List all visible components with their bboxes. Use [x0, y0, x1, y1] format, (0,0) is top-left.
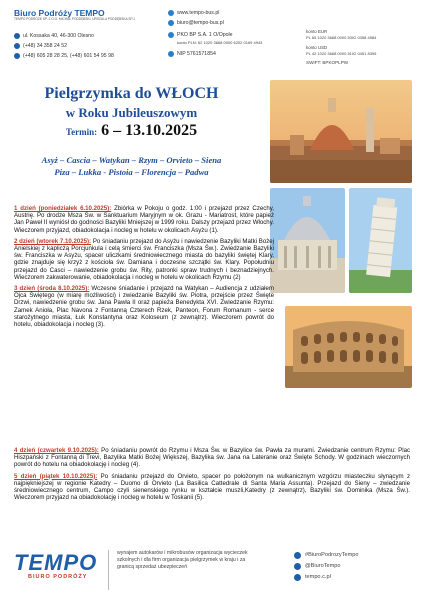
itinerary: [14, 205, 274, 332]
company-name: Biuro Podróży TEMPO: [14, 8, 105, 18]
pisa-tower-photo: [349, 188, 412, 293]
website-text[interactable]: www.tempo-bus.pl: [177, 10, 220, 16]
day-5-heading: 5 dzień (piątek 10.10.2025):: [14, 472, 98, 480]
website-link[interactable]: [294, 572, 358, 583]
nip-line: [168, 51, 216, 57]
day-2: [14, 238, 274, 281]
day-1-heading: 1 dzień (poniedziałek 6.10.2025):: [14, 205, 112, 212]
colosseum-photo: [285, 306, 412, 388]
globe-icon: [294, 574, 301, 581]
day-3-heading: 3 dzień (środa 8.10.2025):: [14, 285, 90, 293]
services-description: wynajem autokarów i mikrobusów organizacja wycieczek szkolnych i dla firm organizacja pielgrzymek w kraju i za granicą sprzedaż ubezpieczeń: [117, 550, 248, 570]
mobile-line: [14, 53, 114, 59]
route: [14, 154, 249, 178]
phone2-text: (+48) 605 28 28 25, (+48) 601 54 95 98: [23, 53, 114, 59]
route-line-2: Piza – Lukka - Pistoia – Florencja – Padwa: [54, 167, 209, 177]
address-line: [14, 33, 94, 39]
page-title: Pielgrzymka do WŁOCH: [44, 85, 219, 102]
eur-label: konto EUR: [306, 29, 328, 34]
florence-photo: [270, 80, 412, 183]
day-1: [14, 205, 274, 234]
instagram-link[interactable]: [294, 561, 358, 572]
envelope-icon: [168, 20, 174, 26]
day-4-text: Po śniadaniu powrót do Rzymu i Msza Św. w Bazylice św. Pawła za murami. Zwiedzanie centrum Rzymu: Plac Hiszpański z Fontanną di Trevi, Bazylika Matki Bożej Większej, Bazylika św. Jana na Lateranie oraz Święte Schody. W godzinach wieczornych powrót do hotelu na obiadokolację i nocleg (4).: [14, 447, 411, 469]
address-text: ul. Kossaka 40, 46-300 Olesno: [23, 33, 94, 39]
usd-account: PL 42 1020 3668 0000 5102 0451 8395: [306, 51, 377, 56]
day-2-heading: 2 dzień (wtorek 7.10.2025):: [14, 237, 92, 245]
letterhead: [0, 0, 424, 75]
term-label: Termin:: [65, 127, 98, 137]
day-4-heading: 4 dzień (czwartek 9.10.2025):: [14, 447, 99, 454]
site-text[interactable]: tempo.c.pl: [305, 574, 331, 580]
instagram-icon: [294, 563, 301, 570]
day-2-text: Po śniadaniu przejazd do Asyżu i nawiedzenie Bazyliki Matki Bożej Anielskiej z kaplicżą Porcjunkula i celą śmierci św. Franciszka (Msza Św.). Zwiedzanie Bazyliki św. Franciszka w Asyżu, spacer uliczkami średniowiecznego miasta do bazyliki świętej Klary, gdzie znajduje się krzyż z kościoła św. Damiana i doczesne szczątki św. Klary. Popołudniu przejazd do Casci – nawiedzenie grobu św. Rity, patronki spraw trudnych i beznadziejnych. Wieczorem zakwaterowanie, obiadokolacja i nocleg w hotelu w okolicach Rzymu (2): [14, 237, 274, 281]
facebook-link[interactable]: [294, 550, 358, 561]
bank-text: PKO BP S.A. 1 O/Opole: [177, 32, 233, 38]
itinerary-continued: [14, 447, 410, 505]
page-subtitle: w Roku Jubileuszowym: [65, 105, 198, 120]
route-line-1: Asyż – Cascia – Watykan – Rzym – Orvieto – Siena: [41, 155, 222, 165]
day-3-text: Wczesne śniadanie i przejazd na Watykan – Audiencja z udziałem Ojca Świętego (w miarę możliwości) i zwiedzanie Bazyliki św. Piotra, przejście przez Święte Drzwi, nawiedzenie grobu św. Jana Pawła II oraz papieża Benedykta XVI. Zwiedzanie Rzymu: Zamek Anioła, Plac Navona z Fontanną Czterech Rzek, Panteon, Forum Romanum - serce starożytnego miasta, Łuk Konstantyna oraz Koloseum (z zewnątrz). Wieczorem powrót do hotelu, obiadokolacja i nocleg (3).: [14, 285, 274, 329]
phone-line: [14, 43, 67, 49]
swift-code: SWIFT: BPKOPLPW: [306, 60, 349, 65]
term-line: [14, 122, 249, 140]
vatican-basilica-photo: [270, 188, 345, 293]
email-text[interactable]: biuro@tempo-bus.pl: [177, 20, 224, 26]
logo-subtitle: BIURO PODRÓŻY: [28, 574, 88, 580]
tempo-logo: [14, 552, 97, 580]
phone1-text: (+48) 34 358 24 52: [23, 43, 67, 49]
day-5: [14, 473, 410, 502]
social-links: [294, 550, 358, 583]
day-3: [14, 285, 274, 328]
footer-divider: [108, 550, 109, 590]
facebook-text[interactable]: #BiuroPodrozyTempo: [305, 552, 359, 558]
facebook-icon: [294, 552, 301, 559]
email-line[interactable]: [168, 20, 224, 26]
nip-text: NIP 5761571854: [177, 51, 216, 57]
document-icon: [168, 51, 174, 57]
bank-line: [168, 32, 233, 38]
term-dates: 6 – 13.10.2025: [101, 122, 198, 139]
day-5-text: Po śniadaniu przejazd do Orvieto, spacer po położonym na wulkanicznym wzgórzu miasteczku słynącym z najpiękniejszej w regionie Katedry – Duomo di Orvieto (La Basilica Cattedrale di Santa Maria Assunta). Przejazd do Sieny – zwiedzanie średniowiecznego centrum, Campo czyli sienenskiego rynku w kształcie muszli,Katedry (z zewnątrz), Bazyliki św. Dominika (Msza Św.). Wieczorem przyjazd na obiadokolację i nocleg w hotelu w Toskanii (5).: [14, 472, 410, 502]
eur-account: PL 65 1020 3668 0000 5302 0358 4984: [306, 35, 377, 40]
location-icon: [14, 33, 20, 39]
pln-account: konto PLN: 62 1020 3668 0000 6202 0169 4943: [177, 40, 263, 45]
website-line[interactable]: [168, 10, 219, 16]
mobile-icon: [14, 53, 20, 59]
logo-wordmark: TEMPO: [14, 550, 98, 575]
day-4: [14, 447, 410, 469]
bank-icon: [168, 32, 174, 38]
day-1-text: Zbiórka w Pokoju o godz. 1:00 i przejazd przez Czechy, Austrię. Po drodze Msza Św. w Sanktuarium Maryjnym w ok. Grazu - Mariatrost, które papież Jan Paweł II wyniósł do godności Bazyliki Mniejszej w 1999 roku. Dalszy przejazd przez Włochy. Wieczorem przyjazd, obiadokolacja i nocleg w hotelu w okolicach Asyżu (1).: [14, 205, 274, 234]
company-subtitle: TEMPO PODRÓŻE SP. Z O.O. MICHAŁ PODDĘBSKI, URSZULA PODDĘBSKA SP.J.: [14, 17, 136, 21]
footer: [0, 542, 424, 600]
instagram-text[interactable]: @BiuroTempo: [305, 563, 341, 569]
globe-icon: [168, 10, 174, 16]
usd-label: konto USD: [306, 45, 328, 50]
phone-icon: [14, 43, 20, 49]
